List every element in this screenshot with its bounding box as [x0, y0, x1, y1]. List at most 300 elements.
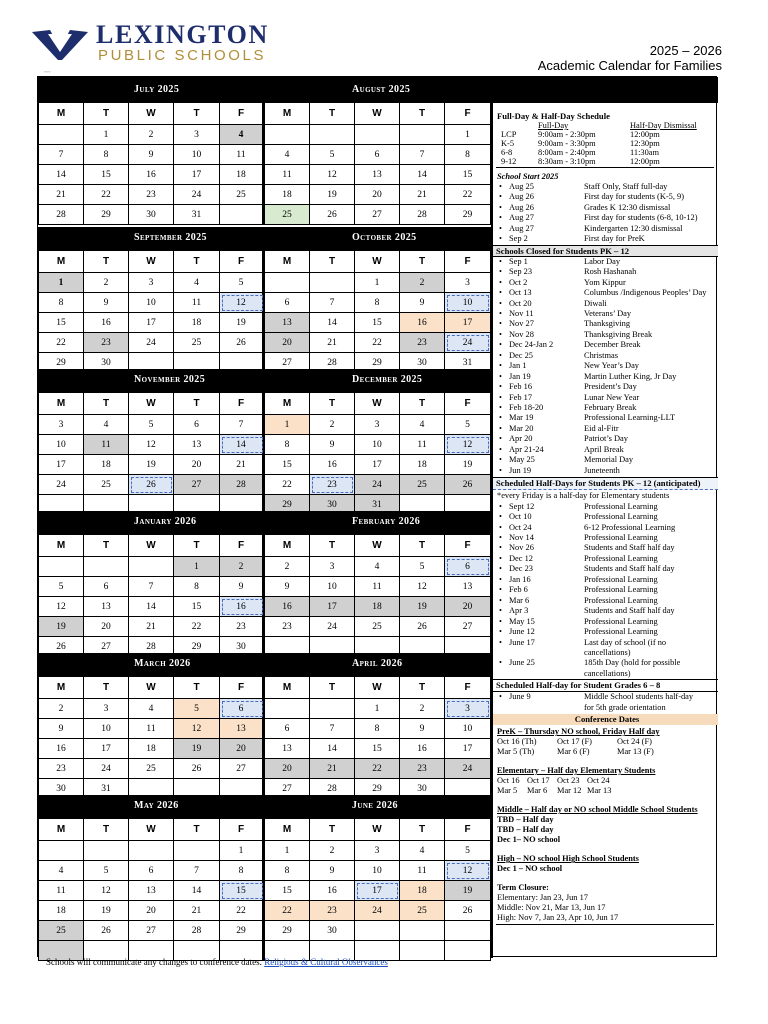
- day-cell: 22: [38, 333, 84, 353]
- day-cell: 14: [310, 313, 355, 333]
- day-cell: 18: [265, 185, 310, 205]
- list-date: Nov 27: [509, 319, 534, 329]
- day-cell: 28: [310, 779, 355, 799]
- day-cell: [265, 125, 310, 145]
- day-cell: 11: [355, 577, 400, 597]
- conference-title: Conference Dates: [493, 714, 718, 725]
- closed-section-title: Schools Closed for Students PK – 12: [493, 245, 718, 258]
- list-date: Feb 17: [509, 392, 533, 402]
- day-cell: 26: [445, 475, 491, 495]
- list-bullet: •: [499, 223, 502, 233]
- day-cell: 19: [38, 617, 84, 637]
- day-cell: 28: [220, 475, 265, 495]
- list-date: Nov 26: [509, 543, 534, 553]
- day-cell: 2: [265, 557, 310, 577]
- day-cell: 8: [265, 435, 310, 455]
- weekday-header: T: [174, 535, 220, 557]
- list-date: Nov 14: [509, 533, 534, 542]
- list-desc: 185th Day (hold for possible: [584, 658, 681, 668]
- list-desc: President’s Day: [584, 382, 637, 392]
- day-cell: 30: [220, 637, 265, 657]
- day-cell: 28: [174, 921, 220, 941]
- list-desc: Last day of school (if no: [584, 637, 667, 647]
- day-cell: 29: [265, 495, 310, 515]
- weekday-header: F: [220, 535, 265, 557]
- weekday-header: T: [400, 103, 445, 125]
- day-cell: 6: [174, 415, 220, 435]
- list-desc: Eid al-Fitr: [584, 423, 619, 433]
- list-bullet: •: [499, 595, 502, 605]
- day-cell: 5: [220, 273, 265, 293]
- list-bullet: •: [499, 434, 502, 444]
- day-cell: [38, 125, 84, 145]
- conf-date: Oct 16 (Th): [497, 737, 537, 747]
- day-cell: 4: [129, 699, 174, 719]
- conf-date: Oct 17: [527, 776, 550, 786]
- day-cell: 25: [129, 759, 174, 779]
- list-bullet: •: [499, 543, 502, 553]
- weekday-header: M: [265, 677, 310, 699]
- day-cell: 19: [445, 881, 491, 901]
- month-header-bar: [38, 511, 491, 535]
- weekday-header: F: [445, 251, 491, 273]
- day-cell: 17: [355, 881, 400, 901]
- list-date: Oct 2: [509, 277, 528, 287]
- month-header-bar: [38, 79, 491, 103]
- day-cell: 15: [265, 455, 310, 475]
- day-cell: 5: [174, 699, 220, 719]
- list-desc: First day for students (6-8, 10-12): [584, 213, 698, 223]
- day-cell: 10: [174, 145, 220, 165]
- list-desc: Yom Kippur: [584, 277, 626, 287]
- list-desc: 6-12 Professional Learning: [584, 522, 676, 532]
- day-cell: 29: [84, 205, 129, 225]
- list-desc: Professional Learning: [584, 512, 658, 522]
- list-bullet: •: [499, 553, 502, 563]
- day-cell: 18: [220, 165, 265, 185]
- month-label: December 2025: [352, 374, 423, 385]
- day-cell: 25: [84, 475, 129, 495]
- day-cell: 13: [445, 577, 491, 597]
- schedule-level: K-5: [501, 139, 515, 148]
- list-desc: Professional Learning: [584, 616, 658, 626]
- day-cell: 7: [220, 415, 265, 435]
- day-cell: 10: [355, 861, 400, 881]
- day-cell: 31: [84, 779, 129, 799]
- conf-date: Oct 23: [557, 776, 580, 786]
- weekday-header: W: [129, 103, 174, 125]
- weekday-header: W: [355, 677, 400, 699]
- weekday-header: M: [38, 251, 84, 273]
- weekday-header: T: [174, 251, 220, 273]
- fullday-col: Full-Day: [538, 121, 569, 130]
- day-cell: 7: [400, 145, 445, 165]
- list-desc: cancellations): [584, 647, 631, 657]
- day-cell: 16: [265, 597, 310, 617]
- day-cell: 5: [84, 861, 129, 881]
- list-bullet: •: [499, 616, 502, 626]
- day-cell: 15: [355, 739, 400, 759]
- month-header-bar: [38, 653, 491, 677]
- day-cell: 6: [84, 577, 129, 597]
- list-desc: Columbus /Indigenous Peoples’ Day: [584, 288, 707, 298]
- weekday-header: W: [129, 819, 174, 841]
- day-cell: 27: [174, 475, 220, 495]
- day-cell: [310, 273, 355, 293]
- day-cell: 4: [355, 557, 400, 577]
- day-cell: [310, 125, 355, 145]
- weekday-header: T: [84, 677, 129, 699]
- term-row: Elementary: Jan 23, Jun 17: [497, 893, 588, 903]
- list-date: Nov 28: [509, 329, 534, 339]
- day-cell: 27: [84, 637, 129, 657]
- list-desc: Professional Learning-LLT: [584, 413, 676, 423]
- list-desc: Kindergarten 12:30 dismissal: [584, 223, 683, 233]
- day-cell: 2: [129, 125, 174, 145]
- schedule-hours: 8:30am - 3:10pm: [538, 157, 596, 166]
- day-cell: 5: [38, 577, 84, 597]
- day-cell: 9: [220, 577, 265, 597]
- weekday-header: T: [174, 819, 220, 841]
- month-header-bar: [38, 227, 491, 251]
- schedule-hours: 9:00am - 2:30pm: [538, 130, 596, 139]
- day-cell: 31: [355, 495, 400, 515]
- list-desc: for 5th grade orientation: [584, 702, 666, 712]
- day-cell: 3: [310, 557, 355, 577]
- day-cell: 23: [310, 901, 355, 921]
- day-cell: 1: [38, 273, 84, 293]
- day-cell: 21: [38, 185, 84, 205]
- conf-date: Oct 24: [587, 776, 610, 786]
- schedule-dismissal: 12:00pm: [630, 130, 660, 139]
- halfday-note: *every Friday is a half-day for Elementary students: [497, 491, 670, 501]
- schedule-hours: 8:00am - 2:40pm: [538, 148, 596, 157]
- day-cell: 13: [265, 313, 310, 333]
- list-date: Oct 10: [509, 512, 532, 522]
- day-cell: 29: [174, 637, 220, 657]
- day-cell: 5: [129, 415, 174, 435]
- list-date: June 25: [509, 658, 535, 668]
- day-cell: 21: [400, 185, 445, 205]
- conf-row: Dec 1– NO school: [497, 835, 561, 845]
- day-cell: 21: [129, 617, 174, 637]
- list-date: Mar 20: [509, 423, 534, 433]
- list-bullet: •: [499, 371, 502, 381]
- day-cell: 7: [310, 293, 355, 313]
- weekday-header: T: [310, 251, 355, 273]
- day-cell: 14: [38, 165, 84, 185]
- day-cell: [445, 941, 491, 961]
- list-desc: Students and Staff half day: [584, 564, 675, 574]
- weekday-header: M: [38, 677, 84, 699]
- list-date: Dec 12: [509, 553, 533, 563]
- list-bullet: •: [499, 361, 502, 371]
- day-cell: 25: [38, 921, 84, 941]
- day-cell: 24: [174, 185, 220, 205]
- month-header-bar: [38, 795, 491, 819]
- day-cell: 12: [445, 435, 491, 455]
- conf-date: Mar 12: [557, 786, 582, 796]
- day-cell: 28: [129, 637, 174, 657]
- list-bullet: •: [499, 308, 502, 318]
- day-cell: 14: [129, 597, 174, 617]
- halfday-section-title: Scheduled Half-Days for Students PK – 12 (anticipated): [493, 477, 718, 490]
- list-bullet: •: [499, 403, 502, 412]
- weekday-header: W: [355, 819, 400, 841]
- day-cell: 19: [220, 313, 265, 333]
- elem-title: Elementary – Half day Elementary Students: [497, 766, 656, 776]
- day-cell: 9: [310, 435, 355, 455]
- weekday-header: F: [445, 103, 491, 125]
- list-date: Aug 26: [509, 192, 534, 202]
- day-cell: 21: [220, 455, 265, 475]
- day-cell: 1: [355, 699, 400, 719]
- day-cell: 1: [355, 273, 400, 293]
- list-date: Aug 25: [509, 182, 534, 191]
- day-cell: 1: [265, 841, 310, 861]
- day-cell: 24: [84, 759, 129, 779]
- list-desc: Middle School students half-day: [584, 692, 694, 702]
- month-label: April 2026: [352, 658, 403, 669]
- divider: [496, 167, 714, 168]
- day-cell: 6: [265, 719, 310, 739]
- list-date: Dec 25: [509, 350, 533, 360]
- list-date: Oct 24: [509, 522, 532, 532]
- list-date: Jun 19: [509, 465, 532, 475]
- weekday-header: T: [310, 677, 355, 699]
- day-cell: 26: [445, 901, 491, 921]
- day-cell: [129, 841, 174, 861]
- day-cell: 30: [400, 353, 445, 373]
- legend-panel: [491, 103, 718, 958]
- day-cell: 20: [84, 617, 129, 637]
- list-bullet: •: [499, 522, 502, 532]
- prek-title: PreK – Thursday NO school, Friday Half day: [497, 727, 660, 737]
- day-cell: 3: [445, 699, 491, 719]
- conf-date: Mar 6: [527, 786, 548, 796]
- list-bullet: •: [499, 585, 502, 595]
- day-cell: 30: [310, 495, 355, 515]
- day-cell: 13: [220, 719, 265, 739]
- list-bullet: •: [499, 606, 502, 616]
- observances-link[interactable]: Religious & Cultural Observances: [264, 957, 388, 967]
- day-cell: 24: [445, 333, 491, 353]
- list-bullet: •: [499, 692, 502, 702]
- weekday-header: W: [355, 251, 400, 273]
- list-date: Sep 2: [509, 234, 528, 244]
- list-bullet: •: [499, 627, 502, 637]
- day-cell: 8: [220, 861, 265, 881]
- list-date: Jan 1: [509, 361, 527, 371]
- day-cell: 23: [38, 759, 84, 779]
- day-cell: 19: [174, 739, 220, 759]
- list-date: Nov 11: [509, 308, 534, 318]
- logo-subname: PUBLIC SCHOOLS: [98, 47, 267, 64]
- schedule-dismissal: 12:00pm: [630, 157, 660, 166]
- day-cell: [38, 557, 84, 577]
- list-desc: First day for PreK: [584, 234, 645, 244]
- weekday-header: M: [265, 251, 310, 273]
- day-cell: 22: [84, 185, 129, 205]
- month-label: November 2025: [134, 374, 206, 385]
- day-cell: 14: [174, 881, 220, 901]
- schedule-dismissal: 11:30am: [630, 148, 659, 157]
- day-cell: 17: [38, 455, 84, 475]
- list-bullet: •: [499, 319, 502, 329]
- month-label: July 2025: [134, 84, 180, 95]
- day-cell: 29: [220, 921, 265, 941]
- day-cell: [445, 921, 491, 941]
- weekday-header: F: [220, 251, 265, 273]
- day-cell: 17: [445, 313, 491, 333]
- day-cell: 8: [84, 145, 129, 165]
- list-bullet: •: [499, 288, 502, 298]
- day-cell: 7: [38, 145, 84, 165]
- day-cell: 12: [445, 861, 491, 881]
- list-date: Aug 27: [509, 213, 534, 223]
- day-cell: 2: [400, 273, 445, 293]
- day-cell: 20: [220, 739, 265, 759]
- day-cell: 31: [445, 353, 491, 373]
- list-desc: Christmas: [584, 350, 618, 360]
- list-date: Sep 1: [509, 256, 528, 266]
- month-label: October 2025: [352, 232, 417, 243]
- weekday-header: M: [38, 103, 84, 125]
- day-cell: 4: [400, 841, 445, 861]
- day-cell: 10: [355, 435, 400, 455]
- weekday-header: M: [265, 819, 310, 841]
- high-title: High – NO school High School Students: [497, 854, 639, 864]
- day-cell: 12: [38, 597, 84, 617]
- list-date: Aug 26: [509, 202, 534, 212]
- list-desc: Students and Staff half day: [584, 543, 675, 553]
- list-bullet: •: [499, 658, 502, 668]
- list-date: Apr 21-24: [509, 444, 544, 454]
- list-desc: Professional Learning: [584, 501, 658, 511]
- list-date: Aug 27: [509, 223, 534, 233]
- list-desc: Professional Learning: [584, 627, 658, 637]
- conf-date: Mar 13: [587, 786, 612, 796]
- list-desc: First day for students (K-5, 9): [584, 192, 685, 202]
- day-cell: 2: [38, 699, 84, 719]
- day-cell: 16: [38, 739, 84, 759]
- day-cell: 12: [129, 435, 174, 455]
- list-date: Jan 16: [509, 574, 531, 584]
- month-label: September 2025: [134, 232, 207, 243]
- schedule-title: Full-Day & Half-Day Schedule: [497, 111, 610, 121]
- day-cell: 12: [84, 881, 129, 901]
- conf-row: Dec 1 – NO school: [497, 864, 563, 874]
- list-date: Dec 24-Jan 2: [509, 340, 554, 350]
- list-bullet: •: [499, 533, 502, 542]
- day-cell: 25: [265, 205, 310, 225]
- day-cell: 1: [220, 841, 265, 861]
- day-cell: 15: [38, 313, 84, 333]
- day-cell: 16: [129, 165, 174, 185]
- day-cell: 17: [129, 313, 174, 333]
- day-cell: 22: [265, 901, 310, 921]
- list-desc: Professional Learning: [584, 595, 658, 605]
- day-cell: 5: [310, 145, 355, 165]
- day-cell: 17: [310, 597, 355, 617]
- list-desc: Diwali: [584, 298, 607, 308]
- day-cell: 24: [355, 901, 400, 921]
- day-cell: 9: [400, 293, 445, 313]
- day-cell: 10: [445, 293, 491, 313]
- day-cell: 6: [355, 145, 400, 165]
- day-cell: 13: [84, 597, 129, 617]
- list-bullet: •: [499, 256, 502, 266]
- day-cell: 16: [400, 313, 445, 333]
- day-cell: 27: [445, 617, 491, 637]
- day-cell: 18: [400, 455, 445, 475]
- list-desc: Labor Day: [584, 256, 621, 266]
- school-year: 2025 – 2026: [649, 43, 722, 58]
- list-bullet: •: [499, 350, 502, 360]
- schedule-level: LCP: [501, 130, 517, 139]
- day-cell: 18: [400, 881, 445, 901]
- day-cell: [84, 841, 129, 861]
- term-title: Term Closure:: [497, 883, 549, 893]
- day-cell: 8: [445, 145, 491, 165]
- day-cell: 30: [129, 205, 174, 225]
- footer-text: Schools will communicate any changes to conference dates.: [46, 957, 265, 967]
- list-date: Feb 16: [509, 382, 533, 392]
- day-cell: 4: [220, 125, 265, 145]
- day-cell: 16: [310, 455, 355, 475]
- day-cell: 2: [310, 415, 355, 435]
- day-cell: 26: [220, 333, 265, 353]
- day-cell: 23: [400, 759, 445, 779]
- list-bullet: •: [499, 455, 502, 465]
- list-bullet: •: [499, 192, 502, 202]
- district-logo: [30, 22, 280, 68]
- list-bullet: •: [499, 564, 502, 574]
- day-cell: 25: [174, 333, 220, 353]
- day-cell: 22: [445, 185, 491, 205]
- day-cell: 8: [38, 293, 84, 313]
- day-cell: 1: [445, 125, 491, 145]
- day-cell: 22: [355, 759, 400, 779]
- day-cell: 25: [220, 185, 265, 205]
- list-desc: New Year’s Day: [584, 361, 639, 371]
- day-cell: [174, 841, 220, 861]
- day-cell: 8: [174, 577, 220, 597]
- day-cell: [220, 205, 265, 225]
- list-bullet: •: [499, 382, 502, 392]
- day-cell: 11: [220, 145, 265, 165]
- day-cell: 23: [265, 617, 310, 637]
- day-cell: 2: [84, 273, 129, 293]
- day-cell: 30: [400, 779, 445, 799]
- list-desc: Juneteenth: [584, 465, 620, 475]
- day-cell: 3: [174, 125, 220, 145]
- day-cell: 11: [38, 881, 84, 901]
- day-cell: 29: [38, 353, 84, 373]
- day-cell: 19: [310, 185, 355, 205]
- day-cell: 9: [129, 145, 174, 165]
- list-date: Jan 19: [509, 371, 531, 381]
- day-cell: 24: [310, 617, 355, 637]
- day-cell: 29: [355, 353, 400, 373]
- day-cell: 23: [400, 333, 445, 353]
- day-cell: 18: [355, 597, 400, 617]
- day-cell: 25: [400, 901, 445, 921]
- list-desc: Thanksgiving: [584, 319, 631, 329]
- list-date: June 12: [509, 627, 535, 637]
- day-cell: 18: [38, 901, 84, 921]
- list-bullet: •: [499, 298, 502, 308]
